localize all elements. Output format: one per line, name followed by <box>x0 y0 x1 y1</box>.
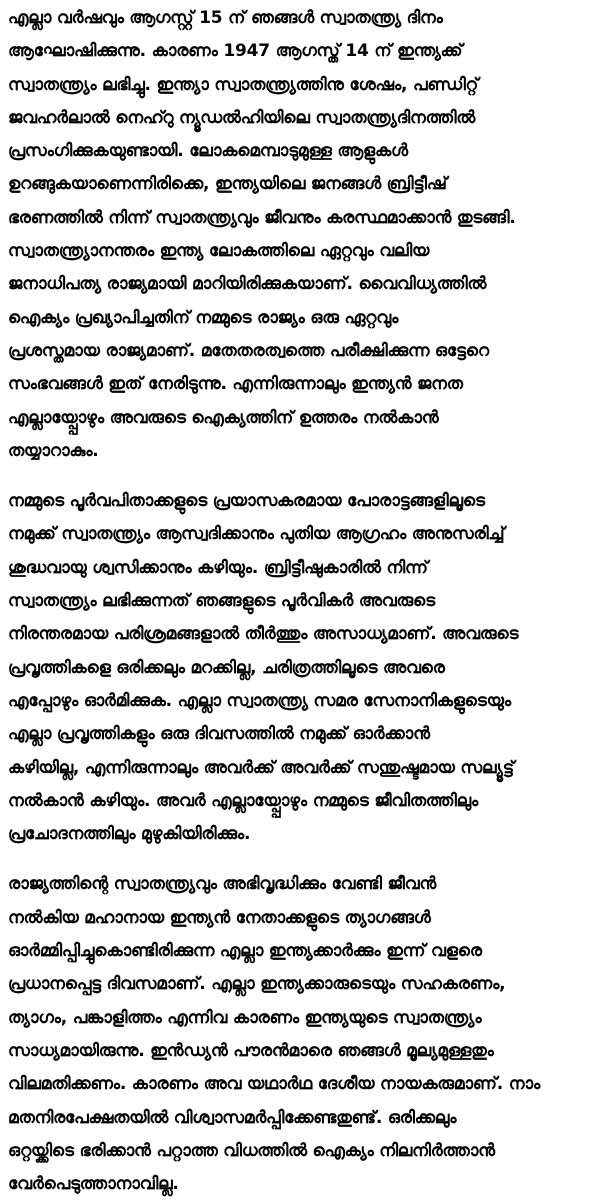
text-line: മതനിരപേക്ഷതയിൽ വിശ്വാസമർപ്പിക്കേണ്ടതുണ്ട്. ഒരിക്കലും <box>8 1107 457 1128</box>
text-line: നിരന്തരമായ പരിശ്രമങ്ങളാൽ തീർത്തും അസാധ്യമാണ്. അവരുടെ <box>8 624 519 645</box>
paragraph-2 <box>8 485 603 851</box>
text-line: ജനാധിപത്യ രാജ്യമായി മാറിയിരിക്കുകയാണ്. വൈവിധ്യത്തിൽ <box>8 274 487 295</box>
text-line: സ്വാതന്ത്ര്യം ലഭിക്കുന്നത് ഞങ്ങളുടെ പൂർവികർ അവരുടെ <box>8 591 435 612</box>
text-line: എല്ലാ വർഷവും ആഗസ്റ്റ് 15 ന് ഞങ്ങൾ സ്വാതന്ത്ര്യ ദിനം <box>8 8 443 28</box>
text-line: പ്രശസ്തമായ രാജ്യമാണ്. മതേതരത്വത്തെ പരീക്ഷിക്കുന്ന ഒട്ടേറെ <box>8 340 489 361</box>
text-line: സംഭവങ്ങൾ ഇത് നേരിടുന്നു. എന്നിരുന്നാലും ഇന്ത്യൻ ജനത <box>8 374 463 395</box>
text-line: ത്യാഗം, പങ്കാളിത്തം എന്നിവ കാരണം ഇന്ത്യയുടെ സ്വാതന്ത്ര്യം <box>8 1007 482 1028</box>
text-line: സാധ്യമായിരുന്നു. ഇൻഡ്യൻ പൗരൻമാരെ ഞങ്ങൾ മൂല്യമുള്ളതും <box>8 1040 494 1061</box>
text-line: പ്രധാനപ്പെട്ട ദിവസമാണ്. എല്ലാ ഇന്ത്യക്കാരുടെയും സഹകരണം, <box>8 974 506 995</box>
text-line: പ്രവൃത്തികളെ ഒരിക്കലും മറക്കില്ല, ചരിത്രത്തിലൂടെ അവരെ <box>8 657 445 678</box>
text-line: നമുക്ക് സ്വാതന്ത്ര്യം ആസ്വദിക്കാനും പുതിയ ആഗ്രഹം അനുസരിച്ച് <box>8 524 505 545</box>
text-line: പ്രസംഗിക്കുകയുണ്ടായി. ലോകമെമ്പാടുമുള്ള ആളുകൾ <box>8 141 408 162</box>
text-line: വേർപെടുത്താനാവില്ല. <box>8 1174 179 1195</box>
text-line: ജവഹർലാൽ നെഹ്റു ന്യൂഡൽഹിയിലെ സ്വാതന്ത്ര്യദിനത്തിൽ <box>8 107 476 128</box>
paragraph-gap <box>8 468 603 485</box>
text-line: പ്രചോദനത്തിലും മുഴുകിയിരിക്കും. <box>8 824 251 845</box>
text-line: എല്ലാ പ്രവൃത്തികളും ഒരു ദിവസത്തിൽ നമുക്ക് ഓർക്കാൻ <box>8 724 430 745</box>
text-line: ആഘോഷിക്കുന്നു. കാരണം 1947 ആഗസ്ത് 14 ന് ഇന്ത്യക്ക് <box>8 41 463 62</box>
text-line: ഐക്യം പ്രഖ്യാപിച്ചതിന് നമ്മുടെ രാജ്യം ഒരു ഏറ്റവും <box>8 307 399 328</box>
text-line: ഉറങ്ങുകയാണെന്നിരിക്കെ, ഇന്ത്യയിലെ ജനങ്ങൾ ബ്രിട്ടീഷ് <box>8 174 447 195</box>
text-line: രാജ്യത്തിന്റെ സ്വാതന്ത്ര്യവും അഭിവൃദ്ധിക്കും വേണ്ടി ജീവൻ <box>8 874 437 895</box>
text-line: ശുദ്ധവായു ശ്വസിക്കാനും കഴിയും. ബ്രിട്ടീഷുകാരിൽ നിന്ന് <box>8 557 428 578</box>
text-line: സ്വാതന്ത്ര്യം ലഭിച്ചു. ഇന്ത്യാ സ്വാതന്ത്ര്യത്തിനു ശേഷം, പണ്ഡിറ്റ് <box>8 74 479 95</box>
text-line: കഴിയില്ല, എന്നിരുന്നാലും അവർക്ക് അവർക്ക് സന്തുഷ്ടമായ സല്യൂട്ട് <box>8 757 515 778</box>
paragraph-1 <box>8 2 603 468</box>
text-line: എപ്പോഴും ഓർമിക്കുക. എല്ലാ സ്വാതന്ത്ര്യ സമര സേനാനികളുടെയും <box>8 690 511 711</box>
text-line: നമ്മുടെ പൂർവപിതാക്കളുടെ പ്രയാസകരമായ പോരാട്ടങ്ങളിലൂടെ <box>8 491 485 512</box>
text-line: വിലമതിക്കണം. കാരണം അവ യഥാർഥ ദേശീയ നായകരുമാണ്. നാം <box>8 1074 541 1095</box>
paragraph-3 <box>8 868 603 1201</box>
text-line: ഓർമ്മിപ്പിച്ചുകൊണ്ടിരിക്കുന്ന എല്ലാ ഇന്ത്യക്കാർക്കും ഇന്ന് വളരെ <box>8 941 482 962</box>
paragraph-gap <box>8 851 603 868</box>
text-line: തയ്യാറാകും. <box>8 440 99 461</box>
text-line: ഒറ്റയ്ക്കിടെ ഭരിക്കാൻ പറ്റാത്ത വിധത്തിൽ ഐക്യം നിലനിർത്താൻ <box>8 1140 495 1161</box>
text-line: നൽകിയ മഹാനായ ഇന്ത്യൻ നേതാക്കളുടെ ത്യാഗങ്ങൾ <box>8 907 431 928</box>
text-line: നൽകാൻ കഴിയും. അവർ എല്ലായ്പ്പോഴും നമ്മുടെ ജീവിതത്തിലും <box>8 790 479 811</box>
text-line: സ്വാതന്ത്ര്യാനന്തരം ഇന്ത്യ ലോകത്തിലെ ഏറ്റവും വലിയ <box>8 241 430 262</box>
text-line: ഭരണത്തിൽ നിന്ന് സ്വാതന്ത്ര്യവും ജീവനും കരസ്ഥമാക്കാൻ തുടങ്ങി. <box>8 207 516 228</box>
text-line: എല്ലായ്പ്പോഴും അവരുടെ ഐക്യത്തിന് ഉത്തരം നൽകാൻ <box>8 407 439 428</box>
